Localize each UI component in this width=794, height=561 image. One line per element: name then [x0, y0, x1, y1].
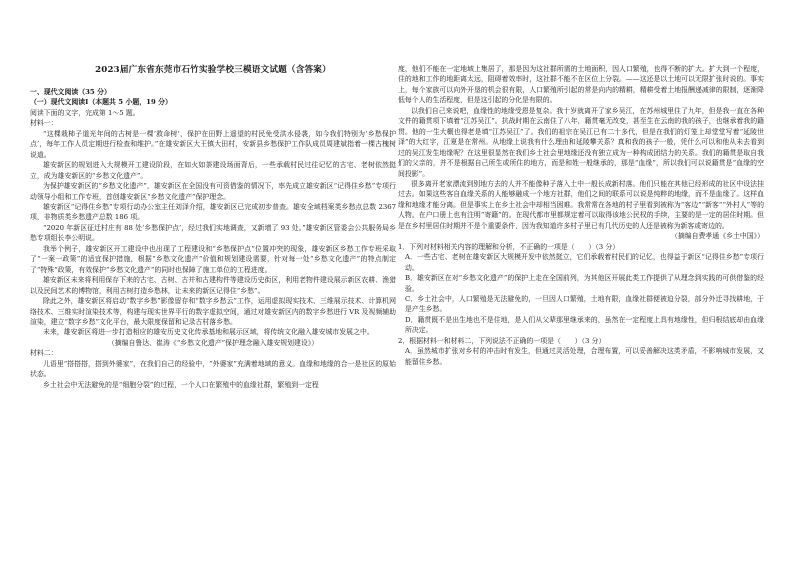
left-column-paragraph: 未来，雄安新区将进一步打造相应的雄安历史文化传承基地和展示区域，将传统文化融入雄安城市发展之中。 — [43, 328, 374, 337]
left-column-paragraph: 一、现代文阅读（35 分） — [30, 88, 111, 96]
right-column-paragraph: 1．下列对材料相关内容的理解和分析，不正确的一项是（ ）（3 分） — [398, 242, 620, 251]
left-column-paragraph: “2020 年新区征迁村庄有 88 处‘乡愁保护点’，经过我们实地调查，又新增了 93 处。”雄安新区管委会公共服务局乡愁专项组长李公明说。 — [30, 223, 396, 243]
right-column-paragraph: 很多离开老家漂流到别地方去的人并不能像种子落入土中一般长成新村落。他们只能在其他已经形成的社区中设法挂过去。如果这些客自血缘关系的人能够融成一个地方社群，他们之间的联系可以说是纯粹的地缘，而不是血缘了。这样血缘和地缘才能分离。但是事实上在乡土社会中却相当困难。我常常在各地的村子里看到被称为“客边”“新客”“外村人”等的人物。在户口册上也有注明“寄籍”的。在现代都市里都规定着可以取得该地公民权的手续，主要的是一定的居住时期。但是在乡村里居住时期并不是个重要条件，因为我知道许多村子里已有几代历史的人还是被称为新客或寄边的。 — [398, 179, 764, 230]
right-column-paragraph: B．雄安新区在对“乡愁文化遗产”的保护上走在全国前列，为其他区开展此类工作提供了从理念到实践的可供借鉴的经验。 — [405, 274, 764, 293]
left-column-paragraph: （摘编自鲁达、崔涛《“乡愁文化遗产”保护理念融入雄安规划建设》） — [107, 338, 319, 347]
left-column-paragraph: 材料一： — [30, 119, 58, 128]
left-column-paragraph: “这棵栽柿子道光年间的古树是一棵‘救命树’，保护在田野上遥望的村民免受洪水侵袭，如今我们特别为‘乡愁保护点’，每年工作人员定期进行检查和维护。”在雄安新区大王镇大田村，安新县乡愁保护工作队成员周建斌指着一棵古槐树说道。 — [30, 129, 396, 159]
right-column-text — [398, 64, 764, 367]
left-column-paragraph: 阅读下面的文字，完成第 1～5 题。 — [30, 108, 140, 117]
left-column-paragraph: 为保护雄安新区的“乡愁文化遗产”，雄安新区在全国没有可资借鉴的情况下，率先成立雄安新区“记得住乡愁”专项行动领导小组和工作专班，首创雄安新区“乡愁文化遗产”保护理念。 — [30, 182, 396, 201]
left-column-text — [30, 87, 396, 390]
right-column-paragraph: D．籍贯既不是出生地也不是住地，是人们从父辈那里继承来的，虽然在一定程度上具有地缘性，但归根结底却由血缘所决定。 — [405, 315, 764, 335]
left-column-paragraph: 儿语里“搭搭搭，搭到外婆家”，在我们自己的经验中，“外婆家”充满着地域的意义。血缘和地缘的合一是社区的原始状态。 — [30, 359, 396, 379]
left-column-paragraph: （一）现代文阅读Ⅰ（本题共 5 小题，19 分） — [30, 98, 172, 107]
left-column-paragraph: 除此之外，雄安新区将启动“数字乡愁”影像留存和“数字乡愁云”工作，运用虚拟现实技术、三维展示技术、计算机网络技术、三维实时渲染技术等，构建与现实世界平行的数字虚拟空间，通过对雄安新区内的数字乡愁进行 VR 及视频辅助渲染，建立“数字乡愁”文化平台，最大限度保留和记录古村落乡愁。 — [30, 297, 396, 326]
left-column-paragraph: 乡土社会中无法避免的是“细胞分裂”的过程，一个人口在繁殖中的血缘社群，繁殖到一定程 — [43, 380, 319, 389]
left-column-paragraph: 我举个例子，雄安新区开工建设中也出现了工程建设和“乡愁保护点”位置冲突的现象，雄安新区乡愁工作专班采取了“一案一政策”的适宜保护措施，根据“乡愁文化遗产”价值和规划建设需要，针对每一处“乡愁文化遗产”的特点制定了“特殊”政策，有效保护“乡愁文化遗产”的同时也保障了施工单位的工程进度。 — [30, 244, 396, 274]
right-column-paragraph: 度，他们不能在一定地域上集居了，那是因为这社群所需的土地面积，因人口繁殖，也得不断的扩大。扩大到一个程度，住的地和工作的地距离太远，阻碍着效率时，这社群不能不在区位上分裂。——这还是以土地可以无限扩张时说的。事实上，每个家族可以向外开垦的机会很有限，人口繁殖所引起的常是向内的精耕，精耕受着土地报酬递减律的限制，逐渐降低每个人的生活程度，但是这引起的分化是有限的。 — [398, 65, 764, 105]
right-column-paragraph: （摘编自费孝通《乡土中国》） — [670, 232, 764, 241]
right-column-paragraph: 以我们自己来说吧，血缘性的地缘受恩是复杂。我十岁就离开了家乡吴江，在苏州城里住了九年，但是我一直在各种文件的籍贯项下填着“江苏吴江”。抗战时期在云南住了八年，籍贯毫无改变，甚至生在云南的我的孩子，也继承着我的籍贯。他的一生大概也得老是填“江苏吴江”了。我们的祖宗在吴江已有二十多代，但是在我们的灯笼上却堂堂写着“延陵世泽”的大红字，江夏是在常州。从地缘上说我有什么理由和延陵攀关系？真和我的孩子一般，凭什么可以和他从未去看到过的吴江发生地缘呢？在这里很显然在我们乡土社会里地缘还没有独立成为一种构成团结力的关系。我们的籍贯是取自我们的父亲的，并不是根据自己所生或所住的地方，而是和姓一般继承的，那是“血缘”，所以我们可以说籍贯是“血缘的空间投影”。 — [398, 106, 764, 178]
page-title: 2023届广东省东莞市石竹实验学校三模语文试题（含答案） — [95, 65, 331, 75]
right-column-paragraph: A．虽然城市扩张对乡村的冲击时有发生，但通过灵活处理，合理布置，可以妥善解决这类矛盾，不影响城市发展，又能留住乡愁。 — [405, 347, 764, 366]
left-column-paragraph: 雄安新区未来将利用保存下来的古宅、古树、古井和古建构件等建设历史街区，利用老物件建设展示新区农耕、渔猎以及民间艺术的博物馆，利用古树打造乡愁林，让未来的新区记得住“乡愁”。 — [30, 276, 396, 295]
right-column-paragraph: A．一些古宅、老树在雄安新区大规模开发中依然挺立，它们承载着村民们的记忆，也得益于新区“记得住乡愁”专项行动。 — [405, 253, 764, 272]
left-column-paragraph: 材料二： — [30, 349, 58, 358]
right-column-paragraph: 2．根据材料一和材料二，下列说法不正确的一项是（ ）（3 分） — [398, 336, 606, 345]
left-column-paragraph: 雄安新区“记得住乡愁”专项行动办公室主任刘泽介绍，雄安新区已完成初步普查。雄安全域档案类乡愁点总数 2367 项，非物质类乡愁遗产总数 186 项。 — [30, 202, 396, 222]
right-column-paragraph: C．乡土社会中，人口繁殖是无法避免的，一旦因人口繁殖，土地有限，血缘社群便被迫分裂，部分外迁寻找耕地，于是产生乡愁。 — [405, 294, 764, 314]
left-column-paragraph: 雄安新区的规划进入大规模开工建设阶段，在如火如荼建设场面背后，一些承载村民过往记忆的古宅、老树依然挺立，成为雄安新区的“乡愁文化遗产”。 — [30, 161, 396, 180]
